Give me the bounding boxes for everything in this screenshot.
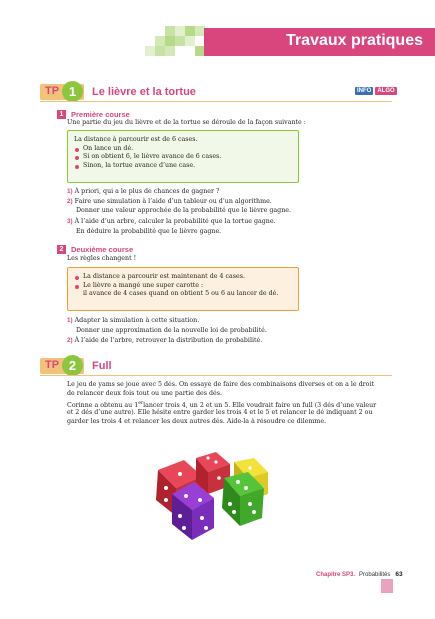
rules-box-1-lead: La distance à parcourir est de 6 cases. [74, 136, 198, 143]
section2-title: Deuxième course [71, 245, 134, 254]
tp1-divider [40, 101, 392, 102]
rules-box-1 [67, 130, 299, 183]
footer-subject: Probabilités [359, 571, 391, 578]
tp2-paragraph-1-line-2: de relancer deux fois tout ou une partie des dés. [67, 390, 222, 397]
question-number: 3) [67, 218, 73, 225]
tp2-paragraph-1-line-1: Le jeu de yams se joue avec 5 dés. On essaye de faire des combinaisons diverses et on a le droit [67, 381, 374, 388]
rules-box-2 [67, 267, 299, 311]
tp1-number: 1 [62, 81, 83, 102]
tp1-title: Le lièvre et la tortue [92, 86, 196, 98]
question-text: À priori, qui a le plus de chances de gagner ? [74, 188, 220, 195]
tp2-divider [40, 375, 392, 376]
section1-question-2 [67, 198, 272, 207]
tp2-title: Full [92, 360, 112, 372]
tp2-paragraph-2-line-3: garder les trois 4 et relancer les deux autres dés. Aide-la à résoudre ce dilemme. [67, 418, 327, 425]
rules-box-1-bullet: On lance un dé. [74, 145, 292, 154]
page-title: Travaux pratiques [286, 32, 423, 49]
tp2-tab [40, 358, 84, 374]
tp2-text: Corinne a obtenu au 1 [67, 402, 139, 410]
section1-heading [57, 110, 130, 119]
question-number: 2) [67, 337, 73, 344]
rules-box-1-bullet: Sinon, la tortue avance d’une case. [74, 162, 292, 171]
question-number: 2) [67, 198, 73, 205]
tp2-superscript: er [138, 401, 144, 406]
rules-box-2-extra: il avance de 4 cases quand on obtient 5 ou 6 au lancer de dé. [83, 290, 279, 298]
rules-box-2-bullet: Le lièvre a mangé une super carotte : [74, 282, 292, 291]
section2-heading [57, 245, 133, 254]
question-number: 1) [67, 188, 73, 195]
question-text: Adapter la simulation à cette situation. [74, 317, 200, 324]
tp1-tab [40, 84, 84, 100]
question-text-continued: En déduire la probabilité que le lièvre gagne. [76, 228, 222, 235]
info-badge: INFO [357, 88, 372, 94]
section1-number: 1 [57, 110, 66, 119]
dice-illustration [150, 448, 275, 548]
rules-box-2-bullet: La distance a parcourir est maintenant de 4 cases. [74, 273, 292, 282]
page-number: 63 [395, 571, 403, 578]
tp1-badges [355, 87, 397, 95]
section1-intro: Une partie du jeu du lièvre et de la tortue se déroule de la façon suivante : [67, 119, 306, 126]
section2-question-1 [67, 317, 199, 326]
page-footer [316, 571, 403, 578]
section2-question-2 [67, 337, 262, 346]
section2-intro: Les règles changent ! [67, 255, 137, 262]
tp2-heading [40, 358, 112, 374]
question-text-continued: Donner une approximation de la nouvelle loi de probabilité. [76, 327, 267, 334]
rules-box-1-bullet: Si on obtient 6, le lièvre avance de 6 cases. [74, 153, 292, 162]
tp2-number: 2 [62, 355, 83, 376]
question-text-continued: Donner une valeur approchée de la probabilité que le lièvre gagne. [76, 207, 291, 214]
footer-chapter: Chapitre SP3. [316, 571, 356, 578]
section1-question-3 [67, 218, 276, 227]
tp1-tag: TP [45, 85, 60, 97]
question-text: Faire une simulation à l’aide d’un tableur ou d’un algorithme. [74, 198, 272, 205]
algo-badge: ALGO [377, 88, 395, 94]
tp2-tag: TP [45, 359, 60, 371]
section1-question-1 [67, 188, 219, 197]
page-header-bar [204, 28, 435, 56]
question-text: À l’aide d’un arbre, calculer la probabilité que la tortue gagne. [74, 218, 276, 225]
footer-pink-square [381, 579, 393, 593]
question-text: À l’aide de l’arbre, retrouver la distribution de probabilité. [74, 337, 263, 344]
section1-title: Première course [71, 110, 130, 119]
tp1-heading [40, 84, 196, 100]
question-number: 1) [67, 317, 73, 324]
tp2-text: lancer trois 4, un 2 et un 5. Elle voudrait faire un full (3 dés d’une valeur [143, 402, 377, 410]
tp2-paragraph-2-line-2: et 2 dés d’une autre). Elle hésite entre garder les trois 4 et le 5 et relancer le dé indiquant 2 ou [67, 409, 373, 416]
section2-number: 2 [57, 245, 66, 254]
